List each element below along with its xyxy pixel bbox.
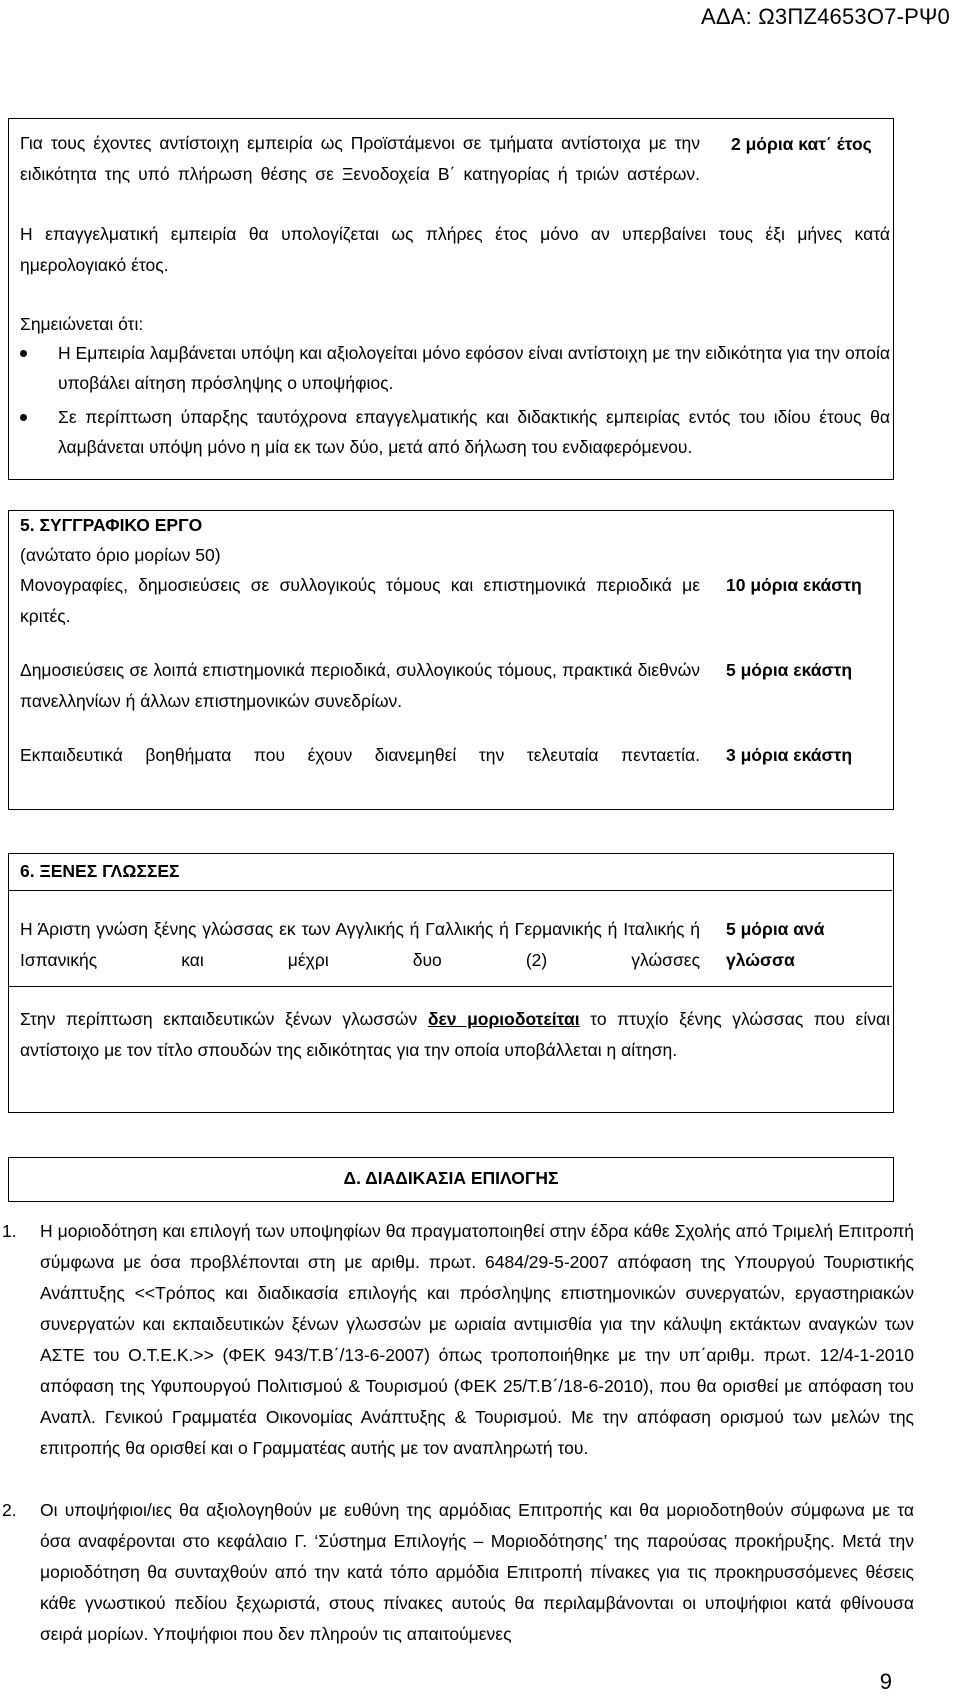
experience-points: 2 μόρια κατ΄ έτος	[731, 134, 872, 154]
section6-note-text: το πτυχίο ξένης γλώσσας που είναι αντίστοιχο με τον τίτλο σπουδών της ειδικότητας για την οποία υποβάλλεται η αίτηση.	[20, 1009, 890, 1060]
procedure-item-text: Οι υποψήφιοι/ιες θα αξιολογηθούν με ευθύνη της αρμόδιας Επιτροπής και θα μοριοδοτηθούν σύμφωνα με τα όσα αναφέρονται στο κεφάλαιο Γ. ‘Σύστημα Επιλογής – Μοριοδότησης’ της παρούσας προκήρυξης. Μετά την μοριοδότηση θα συνταχθούν από την κατά τόπο αρμόδια Επιτροπή πίνακες για τις προκηρυσσόμενες θέσεις κάθε γνωστικού πεδίου ξεχωριστά, στους πίνακες αυτούς θα περιλαμβάνονται οι υποψήφιοι κατά φθίνουσα σειρά μορίων. Υποψήφιοι που δεν πληρούν τις απαιτούμενες	[40, 1500, 914, 1644]
note-item-text: Η Εμπειρία λαμβάνεται υπόψη και αξιολογείται μόνο εφόσον είναι αντίστοιχη με την ειδικότητα για την οποία υποβάλει αίτηση πρόσληψης ο υποψήφιος.	[58, 343, 890, 393]
ada-code: ΑΔΑ: Ω3ΠΖ4653Ο7-ΡΨ0	[701, 4, 950, 29]
section5-subheading: (ανώτατο όριο μορίων 50)	[20, 545, 221, 565]
sectionD-title: Δ. ΔΙΑΔΙΚΑΣΙΑ ΕΠΙΛΟΓΗΣ	[343, 1168, 559, 1188]
section6-note-emphasis: δεν μοριοδοτείται	[427, 1009, 580, 1029]
note-item	[58, 338, 890, 398]
bullet-icon	[20, 414, 27, 421]
section6-divider	[8, 986, 892, 987]
section6-note-text: Στην περίπτωση εκπαιδευτικών ξένων γλωσσών	[20, 1009, 418, 1029]
section6-heading: 6. ΞΕΝΕΣ ΓΛΩΣΣΕΣ	[20, 861, 180, 881]
notes-list	[58, 338, 890, 462]
section6-row-text: Η Άριστη γνώση ξένης γλώσσας εκ των Αγγλικής ή Γαλλικής ή Γερμανικής ή Ιταλικής ή Ισπανικής και μέχρι δυο (2) γλώσσες	[20, 919, 700, 970]
item-number: 1.	[2, 1221, 17, 1241]
section6-box	[8, 853, 894, 1113]
note-item	[58, 402, 890, 462]
procedure-item-1	[2, 1216, 914, 1464]
section5-row-2-text: Δημοσιεύσεις σε λοιπά επιστημονικά περιοδικά, συλλογικούς τόμους, πρακτικά διεθνών πανελληνίων ή άλλων επιστημονικών συνεδρίων.	[20, 660, 700, 711]
note-item-text: Σε περίπτωση ύπαρξης ταυτόχρονα επαγγελματικής και διδακτικής εμπειρίας εντός του ιδίου έτους θα λαμβάνεται υπόψη μόνο η μία εκ των δύο, μετά από δήλωση του ενδιαφερόμενου.	[58, 407, 890, 457]
section6-divider	[8, 890, 892, 891]
item-number: 2.	[2, 1500, 17, 1520]
bullet-icon	[20, 350, 27, 357]
section6-note	[20, 1004, 890, 1066]
section5-row-1-points: 10 μόρια εκάστη	[726, 575, 862, 595]
procedure-item-text: Η μοριοδότηση και επιλογή των υποψηφίων θα πραγματοποιηθεί στην έδρα κάθε Σχολής από Τριμελή Επιτροπή σύμφωνα με όσα προβλέπονται στη με αριθμ. πρωτ. 6484/29-5-2007 απόφαση της Υπουργού Τουριστικής Ανάπτυξης <<Τρόπος και διαδικασία επιλογής και πρόσληψης επιστημονικών συνεργατών, εργαστηριακών συνεργατών και εκπαιδευτικών ξένων γλωσσών με ωριαία αντιμισθία για την κάλυψη εκτάκτων αναγκών των ΑΣΤΕ του Ο.Τ.Ε.Κ.>> (ΦΕΚ 943/Τ.Β΄/13-6-2007) όπως τροποποιήθηκε με την υπ΄αριθμ. πρωτ. 12/4-1-2010 απόφαση της Υφυπουργού Πολιτισμού & Τουρισμού (ΦΕΚ 25/Τ.Β΄/18-6-2010), που θα ορισθεί με απόφαση του Αναπλ. Γενικού Γραμματέα Οικονομίας Ανάπτυξης & Τουρισμού. Με την απόφαση ορισμού των μελών της επιτροπής θα ορισθεί και ο Γραμματέας αυτής με τον αναπληρωτή του.	[40, 1221, 914, 1458]
procedure-item-2	[2, 1495, 914, 1650]
section5-row-3-points: 3 μόρια εκάστη	[726, 745, 853, 765]
section5-heading: 5. ΣΥΓΓΡΑΦΙΚΟ ΕΡΓΟ	[20, 515, 203, 535]
section5-row-3-text: Εκπαιδευτικά βοηθήματα που έχουν διανεμηθεί την τελευταία πενταετία.	[20, 745, 700, 765]
section5-row-1-text: Μονογραφίες, δημοσιεύσεις σε συλλογικούς τόμους και επιστημονικά περιοδικά με κριτές.	[20, 575, 700, 626]
full-year-note: Η επαγγελματική εμπειρία θα υπολογίζεται ως πλήρες έτος μόνο αν υπερβαίνει τους έξι μήνες κατά ημερολογιακό έτος.	[20, 224, 890, 275]
section5-row-2-points: 5 μόρια εκάστη	[726, 660, 853, 680]
section6-row-points: 5 μόρια ανά γλώσσα	[726, 919, 825, 970]
page-number: 9	[879, 1669, 892, 1694]
notes-title: Σημειώνεται ότι:	[20, 314, 144, 334]
experience-text: Για τους έχοντες αντίστοιχη εμπειρία ως Προϊστάμενοι σε τμήματα αντίστοιχα με την ειδικότητα της υπό πλήρωση θέσης σε Ξενοδοχεία Β΄ κατηγορίας ή τριών αστέρων.	[20, 133, 700, 184]
